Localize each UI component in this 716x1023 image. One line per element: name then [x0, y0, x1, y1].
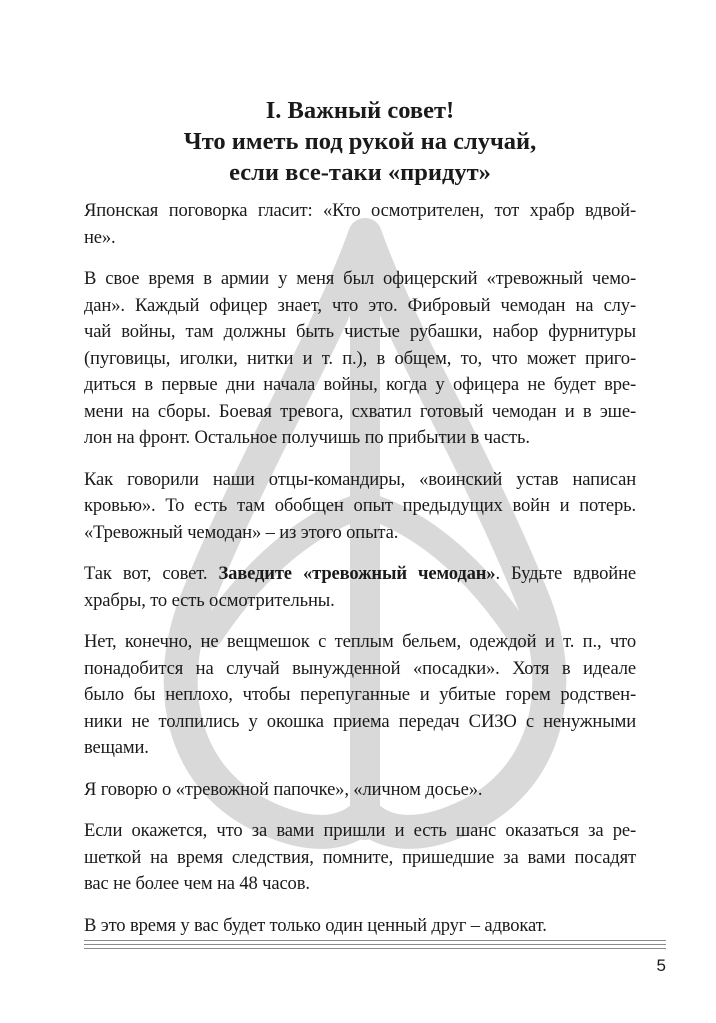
text-line: было бы неплохо, чтобы перепуганные и убитые горем родствен-	[84, 684, 636, 705]
text-line: В это время у вас будет только один ценный друг – адвокат.	[84, 914, 547, 936]
text-line: «Тревожный чемодан» – из этого опыта.	[84, 521, 399, 543]
title-line-3: если все-таки «придут»	[229, 159, 491, 186]
paragraph-4	[84, 561, 636, 614]
text-run: Так вот, совет.	[84, 563, 219, 584]
rule-line	[84, 948, 666, 949]
text-line: шеткой на время следствия, помните, пришедшие за вами посадят	[84, 846, 636, 868]
text-line: вас не более чем на 48 часов.	[84, 873, 310, 894]
text-line: В свое время в армии у меня был офицерский «тревожный чемо-	[84, 268, 636, 289]
emphasis-text: Заведите «тревожный чемодан»	[218, 563, 496, 584]
page-content	[84, 95, 636, 954]
text-line: Как говорили наши отцы-командиры, «воинский устав написан	[84, 468, 636, 490]
text-line: Японская поговорка гласит: «Кто осмотрителен, тот храбр вдвой-	[84, 200, 636, 221]
text-line: не».	[84, 226, 116, 248]
text-line: понадобится на случай вынужденной «посадки». Хотя в идеале	[84, 657, 636, 679]
rule-line	[84, 940, 666, 941]
text-line: лон на фронт. Остальное получишь по прибытии в часть.	[84, 427, 530, 448]
text-line: вещами.	[84, 737, 149, 758]
paragraph-3	[84, 467, 636, 547]
title-line-2: Что иметь под рукой на случай,	[183, 128, 537, 155]
text-line: чай войны, там должны быть чистые рубашки, набор фурнитуры	[84, 321, 636, 342]
text-line: храбры, то есть осмотрительны.	[84, 589, 335, 611]
text-line: Я говорю о «тревожной папочке», «личном досье».	[84, 778, 483, 800]
paragraph-6	[84, 777, 636, 804]
text-line: Если окажется, что за вами пришли и есть шанс оказаться за ре-	[84, 820, 636, 841]
text-line	[84, 561, 636, 588]
paragraph-2	[84, 266, 636, 452]
text-line: диться в первые дни начала войны, когда у офицера не будет вре-	[84, 374, 636, 395]
text-line: дан». Каждый офицер знает, что это. Фибровый чемодан на слу-	[84, 294, 636, 316]
text-line: кровью». То есть там обобщен опыт предыдущих войн и потерь.	[84, 495, 636, 516]
text-line: ники не толпились у окошка приема передач СИЗО с ненужными	[84, 710, 636, 732]
title-line-1: I. Важный совет!	[265, 97, 455, 124]
footer-rule	[84, 940, 666, 952]
text-line: Нет, конечно, не вещмешок с теплым бельем, одеждой и т. п., что	[84, 631, 636, 652]
chapter-title	[84, 95, 636, 188]
paragraph-5	[84, 629, 636, 762]
text-line: (пуговицы, иголки, нитки и т. п.), в общем, то, что может приго-	[84, 347, 636, 369]
paragraph-7	[84, 818, 636, 898]
text-line: мени на сборы. Боевая тревога, схватил готовый чемодан и в эше-	[84, 400, 636, 422]
rule-line	[84, 944, 666, 945]
page-number: 5	[656, 956, 666, 975]
text-run: . Будьте вдвойне	[495, 563, 637, 584]
paragraph-8	[84, 913, 636, 940]
paragraph-1	[84, 198, 636, 251]
